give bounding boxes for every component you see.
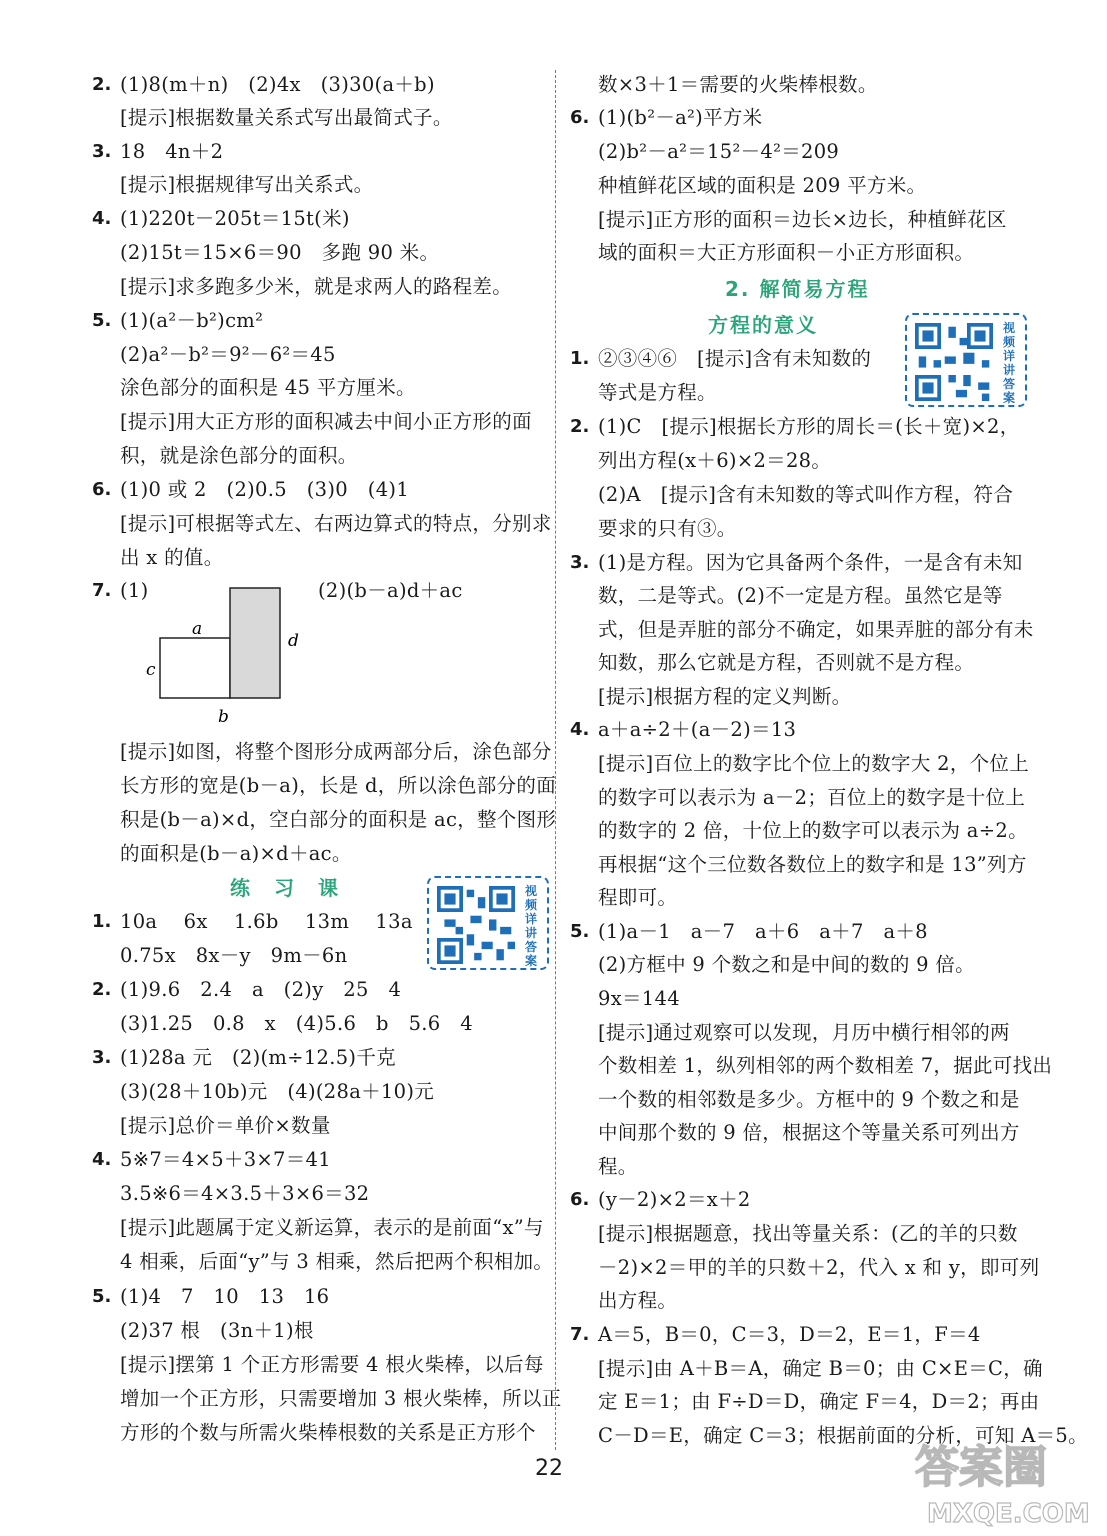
item-number: 7. xyxy=(570,1324,590,1345)
hint-line: [提示]求多跑多少米，就是求两人的路程差。 xyxy=(120,275,513,298)
item-number: 7. xyxy=(92,580,112,601)
hint-line: 4 相乘，后面“y”与 3 相乘，然后把两个积相加。 xyxy=(120,1250,554,1273)
answer-line: 数×3＋1＝需要的火柴棒根数。 xyxy=(598,73,878,96)
hint-line: 出 x 的值。 xyxy=(120,546,224,569)
item-number: 3. xyxy=(92,141,112,162)
hint-line: 出方程。 xyxy=(598,1289,678,1312)
hint-line: [提示]可根据等式左、右两边算式的特点，分别求 xyxy=(120,512,552,535)
label-b: b xyxy=(218,707,229,727)
item-number: 6. xyxy=(92,479,112,500)
qr-code-practice[interactable] xyxy=(427,876,549,970)
hint-line: 再根据“这个三位数各数位上的数字和是 13”列方 xyxy=(598,853,1027,876)
answer-line: (3)(28＋10b)元 (4)(28a＋10)元 xyxy=(120,1080,435,1103)
label-d: d xyxy=(288,631,299,651)
answer-line: 5※7＝4×5＋3×7＝41 xyxy=(120,1148,331,1171)
hint-line: 的面积是(b－a)×d＋ac。 xyxy=(120,842,352,865)
item-number: 1. xyxy=(92,911,112,932)
answer-line: (1) xyxy=(120,579,149,602)
hint-line: [提示]摆第 1 个正方形需要 4 根火柴棒，以后每 xyxy=(120,1353,544,1376)
hint-line: [提示]百位上的数字比个位上的数字大 2，个位上 xyxy=(598,752,1030,775)
page-number: 22 xyxy=(535,1456,563,1481)
answer-line: a＋a÷2＋(a－2)＝13 xyxy=(598,718,797,741)
hint-line: 程即可。 xyxy=(598,886,678,909)
hint-line: 方形的个数与所需火柴棒根数的关系是正方形个 xyxy=(120,1421,536,1444)
column-divider xyxy=(555,70,556,1450)
answer-line: (2)方框中 9 个数之和是中间的数的 9 倍。 xyxy=(598,953,975,976)
hint-line: 积，就是涂色部分的面积。 xyxy=(120,444,358,467)
hint-line: [提示]根据规律写出关系式。 xyxy=(120,173,374,196)
answer-line: (1)(a²－b²)cm² xyxy=(120,309,264,332)
answer-line: (2)15t＝15×6＝90 多跑 90 米。 xyxy=(120,241,440,264)
qr-pattern-icon xyxy=(915,323,993,401)
item-number: 3. xyxy=(570,552,590,573)
item-number: 5. xyxy=(92,310,112,331)
hint-line: 一个数的相邻数是多少。方框中的 9 个数之和是 xyxy=(598,1088,1020,1111)
answer-line: (1)220t－205t＝15t(米) xyxy=(120,207,350,230)
item-number: 4. xyxy=(92,208,112,229)
answer-line: (1)C [提示]根据长方形的周长＝(长＋宽)×2， xyxy=(598,415,1020,438)
answer-line: (y－2)×2＝x＋2 xyxy=(598,1188,751,1211)
hint-line: 等式是方程。 xyxy=(598,381,717,404)
hint-line: C－D＝E，确定 C＝3；根据前面的分析，可知 A＝5。 xyxy=(598,1424,1088,1447)
answer-line: 3.5※6＝4×3.5＋3×6＝32 xyxy=(120,1182,370,1205)
hint-line: －2)×2＝甲的羊的只数＋2，代入 x 和 y，即可列 xyxy=(598,1256,1040,1279)
small-rectangle xyxy=(160,638,230,698)
item-number: 4. xyxy=(92,1149,112,1170)
answer-line: 涂色部分的面积是 45 平方厘米。 xyxy=(120,376,416,399)
chapter-title: 2. 解简易方程 xyxy=(725,277,870,301)
item-number: 6. xyxy=(570,1189,590,1210)
item-number: 2. xyxy=(92,979,112,1000)
answer-line: A＝5，B＝0，C＝3，D＝2，E＝1，F＝4 xyxy=(598,1323,981,1346)
item-number: 4. xyxy=(570,719,590,740)
answer-line: (1)0 或 2 (2)0.5 (3)0 (4)1 xyxy=(120,478,410,501)
answer-line: 数，二是等式。(2)不一定是方程。虽然它是等 xyxy=(598,584,1003,607)
answer-line: (1)(b²－a²)平方米 xyxy=(598,106,763,129)
item-number: 1. xyxy=(570,348,590,369)
hint-line: [提示]根据数量关系式写出最简式子。 xyxy=(120,106,453,129)
hint-line: [提示]正方形的面积＝边长×边长，种植鲜花区 xyxy=(598,208,1007,231)
hint-line: 的数字的 2 倍，十位上的数字可以表示为 a÷2。 xyxy=(598,819,1028,842)
qr-code-equation[interactable] xyxy=(905,313,1027,407)
hint-line: 个数相差 1，纵列相邻的两个数相差 7，据此可找出 xyxy=(598,1054,1053,1077)
item-number: 2. xyxy=(92,74,112,95)
item-number: 2. xyxy=(570,416,590,437)
answer-line: (1)是方程。因为它具备两个条件，一是含有未知 xyxy=(598,551,1023,574)
answer-line: (1)9.6 2.4 a (2)y 25 4 xyxy=(120,978,402,1001)
qr-caption: 视频详讲答案 xyxy=(1003,321,1016,405)
qr-pattern-icon xyxy=(437,886,515,964)
answer-line: 10a 6x 1.6b 13m 13a xyxy=(120,910,413,933)
hint-line: [提示]通过观察可以发现，月历中横行相邻的两 xyxy=(598,1021,1010,1044)
rectangle-figure xyxy=(140,580,320,730)
answer-line: 9x＝144 xyxy=(598,987,680,1010)
hint-line: [提示]用大正方形的面积减去中间小正方形的面 xyxy=(120,410,532,433)
hint-line: 增加一个正方形，只需要增加 3 根火柴棒，所以正 xyxy=(120,1387,562,1410)
label-a: a xyxy=(192,619,203,639)
answer-line: 0.75x 8x－y 9m－6n xyxy=(120,944,348,967)
section-title-equation-meaning: 方程的意义 xyxy=(708,313,818,337)
answer-line: 18 4n＋2 xyxy=(120,140,224,163)
answer-line: (2)A [提示]含有未知数的等式叫作方程，符合 xyxy=(598,483,1014,506)
hint-line: 域的面积＝大正方形面积－小正方形面积。 xyxy=(598,241,975,264)
answer-line: (3)1.25 0.8 x (4)5.6 b 5.6 4 xyxy=(120,1012,473,1035)
label-c: c xyxy=(146,660,156,680)
item-number: 5. xyxy=(92,1286,112,1307)
hint-line: [提示]如图，将整个图形分成两部分后，涂色部分 xyxy=(120,740,552,763)
answer-line: (1)4 7 10 13 16 xyxy=(120,1285,330,1308)
shaded-rectangle xyxy=(230,588,280,698)
hint-line: [提示]根据方程的定义判断。 xyxy=(598,685,852,708)
answer-line: 种植鲜花区域的面积是 209 平方米。 xyxy=(598,174,927,197)
hint-line: 的数字可以表示为 a－2；百位上的数字是十位上 xyxy=(598,786,1026,809)
watermark-logo xyxy=(905,1430,1100,1530)
item-number: 6. xyxy=(570,107,590,128)
hint-line: 定 E＝1；由 F÷D＝D，确定 F＝4，D＝2；再由 xyxy=(598,1390,1040,1413)
hint-line: [提示]此题属于定义新运算，表示的是前面“x”与 xyxy=(120,1216,544,1239)
hint-line: [提示]由 A＋B＝A，确定 B＝0；由 C×E＝C，确 xyxy=(598,1357,1043,1380)
answer-line: 知数，那么它就是方程，否则就不是方程。 xyxy=(598,651,975,674)
hint-line: 中间那个数的 9 倍，根据这个等量关系可列出方 xyxy=(598,1121,1020,1144)
answer-line: 式，但是弄脏的部分不确定，如果弄脏的部分有未 xyxy=(598,618,1034,641)
answer-line: (1)28a 元 (2)(m÷12.5)千克 xyxy=(120,1046,396,1069)
hint-line: [提示]根据题意，找出等量关系：(乙的羊的只数 xyxy=(598,1222,1018,1245)
watermark-text: 答案圈 xyxy=(915,1442,1047,1493)
hint-line: 积是(b－a)×d，空白部分的面积是 ac，整个图形 xyxy=(120,808,557,831)
qr-caption: 视频详讲答案 xyxy=(525,884,538,968)
item-number: 5. xyxy=(570,921,590,942)
answer-line: (1)8(m＋n) (2)4x (3)30(a＋b) xyxy=(120,73,435,96)
answer-line: ②③④⑥ [提示]含有未知数的 xyxy=(598,347,872,370)
hint-line: 程。 xyxy=(598,1155,638,1178)
answer-line: (2)(b－a)d＋ac xyxy=(318,579,463,602)
answer-line: (2)a²－b²＝9²－6²＝45 xyxy=(120,343,336,366)
hint-line: 长方形的宽是(b－a)，长是 d，所以涂色部分的面 xyxy=(120,774,557,797)
item-number: 3. xyxy=(92,1047,112,1068)
answer-line: 列出方程(x＋6)×2＝28。 xyxy=(598,449,832,472)
hint-line: [提示]总价＝单价×数量 xyxy=(120,1114,331,1137)
answer-line: (2)b²－a²＝15²－4²＝209 xyxy=(598,140,840,163)
watermark-url: MXQE.COM xyxy=(927,1499,1090,1529)
answer-line: (1)a－1 a－7 a＋6 a＋7 a＋8 xyxy=(598,920,928,943)
answer-line: (2)37 根 (3n＋1)根 xyxy=(120,1319,314,1342)
section-title-practice: 练 习 课 xyxy=(230,876,340,900)
answer-line: 要求的只有③。 xyxy=(598,517,737,540)
